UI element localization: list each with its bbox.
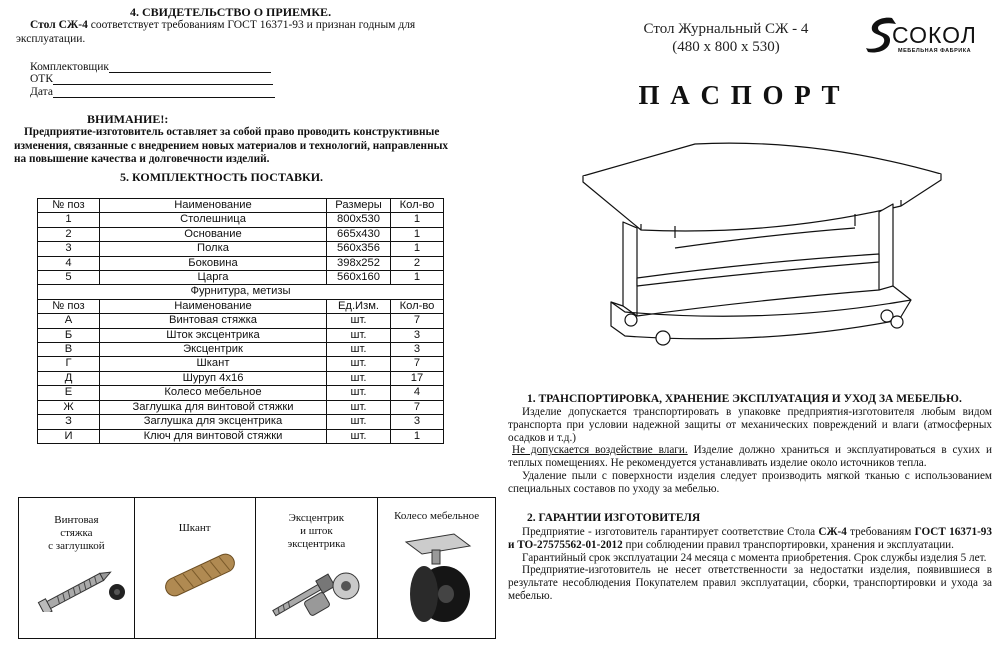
notice-line-2: изменения, связанные с внедрением новых материалов и технологий, направленных — [14, 139, 449, 152]
table-cell: шт. — [327, 429, 391, 443]
table-cell: 7 — [391, 357, 444, 371]
part-label — [19, 514, 134, 553]
table-cell: 3 — [38, 242, 100, 256]
table-cell: 1 — [38, 213, 100, 227]
table-cell: шт. — [327, 357, 391, 371]
table-cell: шт. — [327, 400, 391, 414]
table-cell: Ж — [38, 400, 100, 414]
table-cell: 4 — [391, 386, 444, 400]
fittings-header-cell: № поз — [38, 299, 100, 313]
warranty-p1-e: при соблюдении правил транспортировки, хранения и эксплуатации. — [622, 538, 954, 551]
warranty-text — [508, 526, 992, 603]
fittings-header-cell: Наименование — [100, 299, 327, 313]
table-cell: 1 — [391, 271, 444, 285]
table-cell: И — [38, 429, 100, 443]
kit-header-cell: Кол-во — [391, 199, 444, 213]
field-qc-line[interactable] — [53, 73, 273, 85]
kit-table — [37, 198, 444, 444]
notice-line-1: Предприятие-изготовитель оставляет за собой право проводить конструктивные — [24, 126, 440, 138]
table-cell: Заглушка для эксцентрика — [100, 415, 327, 429]
table-row — [38, 400, 444, 414]
table-row — [38, 429, 444, 443]
part-label — [378, 510, 495, 523]
fittings-title-row — [38, 285, 444, 299]
field-date-line[interactable] — [53, 86, 275, 98]
acceptance-text-line2: эксплуатации. — [16, 33, 86, 45]
table-cell: Основание — [100, 227, 327, 241]
table-cell: шт. — [327, 371, 391, 385]
field-date — [30, 86, 275, 98]
table-cell: 2 — [38, 227, 100, 241]
table-cell: шт. — [327, 328, 391, 342]
table-cell: 7 — [391, 314, 444, 328]
field-qc — [30, 73, 273, 85]
part-label-line: Шкант — [178, 522, 211, 534]
table-cell: 1 — [391, 213, 444, 227]
table-cell: 1 — [391, 227, 444, 241]
transport-title: 1. ТРАНСПОРТИРОВКА, ХРАНЕНИЕ ЭКСПЛУАТАЦИЯ И УХОД ЗА МЕБЕЛЬЮ. — [527, 393, 962, 405]
kit-header-row — [38, 199, 444, 213]
warranty-p1-a: Предприятие - изготовитель гарантирует соответствие Стола — [522, 526, 819, 538]
table-cell: шт. — [327, 343, 391, 357]
table-cell: 3 — [391, 343, 444, 357]
table-cell: Д — [38, 371, 100, 385]
part-label-line: эксцентрика — [287, 538, 346, 550]
product-dimensions: (480 х 800 х 530) — [672, 39, 780, 55]
table-cell: Колесо мебельное — [100, 386, 327, 400]
table-cell: Шуруп 4х16 — [100, 371, 327, 385]
table-cell: Полка — [100, 242, 327, 256]
table-cell: А — [38, 314, 100, 328]
field-qc-label: ОТК — [30, 73, 53, 85]
acceptance-product: Стол СЖ-4 — [30, 19, 88, 31]
kit-header-cell: Размеры — [327, 199, 391, 213]
table-cell: шт. — [327, 415, 391, 429]
part-label-line: с заглушкой — [48, 540, 105, 552]
table-cell: 1 — [391, 242, 444, 256]
logo-text: СОКОЛ — [892, 22, 977, 48]
kit-title: 5. КОМПЛЕКТНОСТЬ ПОСТАВКИ. — [120, 170, 324, 184]
kit-header-cell: Наименование — [100, 199, 327, 213]
table-cell: 1 — [391, 429, 444, 443]
part-caster — [378, 498, 495, 638]
acceptance-title: 4. СВИДЕТЕЛЬСТВО О ПРИЕМКЕ. — [130, 5, 332, 19]
table-cell: шт. — [327, 314, 391, 328]
table-cell: Винтовая стяжка — [100, 314, 327, 328]
transport-p2-rest: Изделие должно храниться и эксплуатироваться в сухих и теплых помещениях. Не рекомендуется устанавливать изделие около источников тепла. — [508, 444, 992, 470]
table-row — [38, 371, 444, 385]
product-name-line1: Стол Журнальный СЖ - 4 — [643, 21, 809, 37]
table-row — [38, 328, 444, 342]
table-cell: Царга — [100, 271, 327, 285]
part-eccentric — [256, 498, 379, 638]
table-cell: Заглушка для винтовой стяжки — [100, 400, 327, 414]
part-label — [256, 512, 378, 551]
table-row — [38, 227, 444, 241]
fittings-header-cell: Ед.Изм. — [327, 299, 391, 313]
notice-text — [14, 126, 484, 167]
product-name — [620, 20, 832, 56]
table-row — [38, 415, 444, 429]
warranty-p1 — [508, 526, 992, 552]
table-cell: З — [38, 415, 100, 429]
coffee-table-illustration — [575, 130, 947, 352]
table-row — [38, 314, 444, 328]
part-label-line: Винтовая — [54, 514, 99, 526]
table-cell: 17 — [391, 371, 444, 385]
table-cell: 3 — [391, 415, 444, 429]
table-cell: 4 — [38, 256, 100, 270]
warranty-p3: Предприятие-изготовитель не несет ответственности за недостатки изделия, появившиеся в результате несоблюдения Покупателем правил эксплуатации, сборки, транспортировки и ухода за мебелью. — [508, 564, 992, 602]
table-cell: Шток эксцентрика — [100, 328, 327, 342]
warranty-p2: Гарантийный срок эксплуатации 24 месяца с момента приобретения. Срок службы изделия 5 лет. — [522, 551, 987, 564]
table-row — [38, 357, 444, 371]
table-cell: 2 — [391, 256, 444, 270]
table-cell: Шкант — [100, 357, 327, 371]
table-row — [38, 256, 444, 270]
table-cell: Столешница — [100, 213, 327, 227]
fittings-title: Фурнитура, метизы — [38, 285, 444, 299]
part-label-line: Колесо мебельное — [394, 510, 480, 522]
table-cell: 398х252 — [327, 256, 391, 270]
kit-header-cell: № поз — [38, 199, 100, 213]
part-label-line: стяжка — [60, 527, 93, 539]
acceptance-text — [30, 19, 480, 32]
screw-tie-icon — [37, 562, 132, 612]
field-assembler-line[interactable] — [109, 61, 271, 73]
table-cell: Ключ для винтовой стяжки — [100, 429, 327, 443]
eccentric-icon — [266, 556, 371, 628]
transport-p1: Изделие допускается транспортировать в упаковке предприятия-изготовителя любым видом транспорта при условии надежной защиты от механических повреждений и влаги (атмосферных осадков и т.д.) — [508, 406, 992, 444]
table-cell: Г — [38, 357, 100, 371]
table-row — [38, 386, 444, 400]
warranty-title: 2. ГАРАНТИИ ИЗГОТОВИТЕЛЯ — [527, 512, 701, 524]
transport-p2 — [508, 444, 992, 470]
brand-logo — [862, 14, 992, 56]
part-label — [135, 522, 255, 535]
table-cell: 665х430 — [327, 227, 391, 241]
table-cell: 560х160 — [327, 271, 391, 285]
field-date-label: Дата — [30, 86, 53, 98]
part-screw-tie — [19, 498, 135, 638]
warranty-p1-c: требованиям — [846, 526, 915, 538]
field-assembler-label: Комплектовщик — [30, 61, 109, 73]
notice-line-3: на повышение качества и долговечности изделий. — [14, 153, 270, 165]
table-cell: 3 — [391, 328, 444, 342]
dowel-icon — [155, 550, 245, 600]
table-cell: 800х530 — [327, 213, 391, 227]
notice-title: ВНИМАНИЕ!: — [87, 112, 169, 126]
part-dowel — [135, 498, 256, 638]
warranty-p1-b: СЖ-4 — [818, 526, 847, 538]
logo-subtext: МЕБЕЛЬНАЯ ФАБРИКА — [898, 48, 972, 54]
table-cell: 5 — [38, 271, 100, 285]
table-cell: 7 — [391, 400, 444, 414]
part-label-line: и шток — [300, 525, 333, 537]
table-row — [38, 343, 444, 357]
table-cell: Е — [38, 386, 100, 400]
transport-p3: Удаление пыли с поверхности изделия следует производить мягкой тканью с использованием специальных составов по уходу за мебелью. — [508, 469, 992, 495]
table-cell: В — [38, 343, 100, 357]
field-assembler — [30, 61, 271, 73]
table-cell: Эксцентрик — [100, 343, 327, 357]
table-row — [38, 213, 444, 227]
table-cell: 560х356 — [327, 242, 391, 256]
warranty-p1-d: ГОСТ 16371-93 и ТО-27575562-01-2012 — [508, 526, 992, 551]
table-cell: Боковина — [100, 256, 327, 270]
table-row — [38, 271, 444, 285]
transport-text — [508, 406, 992, 496]
fittings-header-row — [38, 299, 444, 313]
caster-wheel-icon — [396, 532, 478, 632]
acceptance-text-line1: соответствует требованиям ГОСТ 16371-93 и признан годным для — [87, 19, 416, 31]
fittings-header-cell: Кол-во — [391, 299, 444, 313]
table-row — [38, 242, 444, 256]
table-cell: шт. — [327, 386, 391, 400]
passport-title: П А С П О Р Т — [638, 80, 842, 110]
part-label-line: Эксцентрик — [288, 512, 345, 524]
table-cell: Б — [38, 328, 100, 342]
transport-p2-underlined: Не допускается воздействие влаги. — [512, 444, 688, 457]
parts-strip — [18, 497, 496, 639]
